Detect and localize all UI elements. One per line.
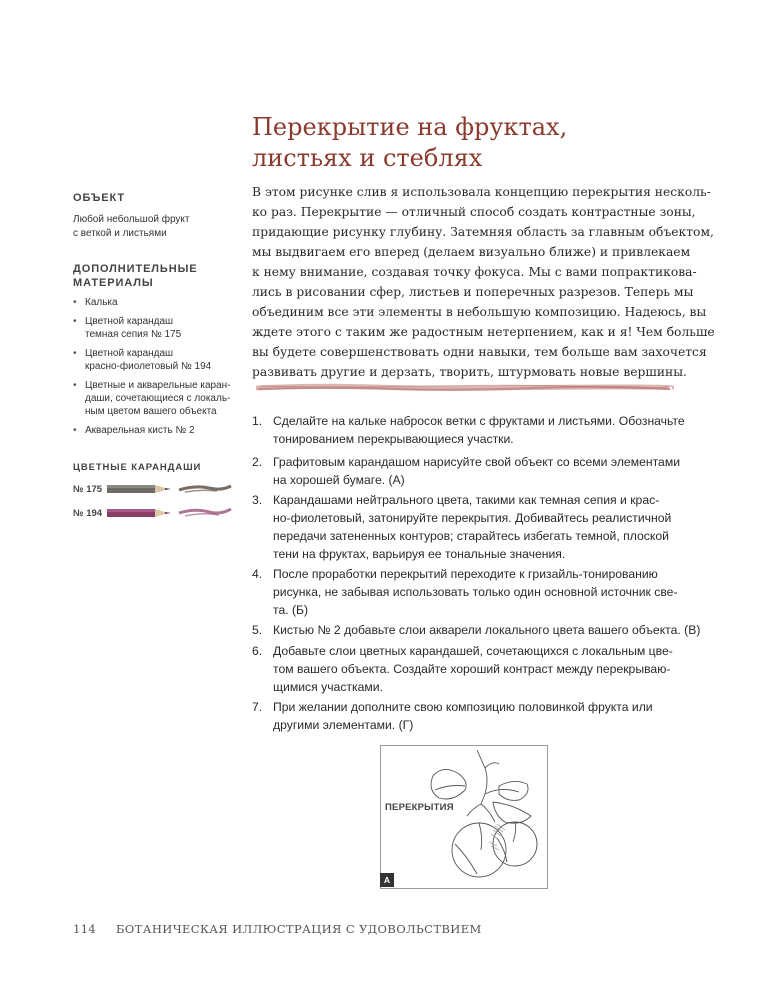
step-line: тонированием перекрывающиеся участки. bbox=[273, 432, 514, 446]
sidebar-object bbox=[73, 191, 233, 241]
step-line: Сделайте на кальке набросок ветки с фруктами и листьями. Обозначьте bbox=[273, 414, 685, 428]
step-number: 3. bbox=[252, 493, 263, 507]
figure-label: ПЕРЕКРЫТИЯ bbox=[385, 802, 454, 813]
materials-item-line: ным цветом вашего объекта bbox=[85, 406, 217, 417]
intro-line: мы выдвигаем его вперед (делаем визуально ближе) и привлекаем bbox=[252, 245, 691, 259]
step-number: 6. bbox=[252, 644, 263, 658]
object-text-line: с веткой и листьями bbox=[73, 228, 167, 239]
step-line: но-фиолетовый, затонируйте перекрытия. Добивайтесь реалистичной bbox=[273, 511, 672, 525]
intro-line: вы будете совершенствовать одни навыки, тем больше вам захочется bbox=[252, 345, 707, 359]
step-line: другими элементами. (Г) bbox=[273, 718, 414, 732]
materials-item bbox=[73, 315, 233, 341]
step-number: 7. bbox=[252, 700, 263, 714]
pencil-stroke-divider bbox=[254, 381, 674, 395]
pencil-175-icon bbox=[105, 479, 235, 499]
step-line: Карандашами нейтрального цвета, такими как темная сепия и крас- bbox=[273, 493, 660, 507]
sidebar-pencils bbox=[73, 461, 233, 475]
pencils-heading: ЦВЕТНЫЕ КАРАНДАШИ bbox=[73, 462, 202, 473]
intro-line: к нему внимание, создавая точку фокуса. Мы с вами попрактикова- bbox=[252, 265, 697, 279]
pencil-swatch-194 bbox=[73, 503, 235, 523]
intro-line: ждете этого с таким же радостным нетерпением, как и я! Чем больше bbox=[252, 325, 715, 339]
figure-tag: A bbox=[380, 873, 394, 887]
step-number: 5. bbox=[252, 623, 263, 637]
materials-list bbox=[73, 296, 233, 437]
intro-line: лись в рисовании сфер, листьев и поперечных разрезов. Теперь мы bbox=[252, 285, 694, 299]
step-line: том вашего объекта. Создайте хороший контраст между перекрываю- bbox=[273, 662, 671, 676]
materials-item-line: • Калька bbox=[85, 297, 118, 308]
materials-item bbox=[73, 424, 233, 437]
step-line: щимися участками. bbox=[273, 680, 383, 694]
materials-item-line: темная сепия № 175 bbox=[85, 329, 182, 340]
step-line: та. (Б) bbox=[273, 603, 309, 617]
step-line: тени на фруктах, варьируя ее тональные значения. bbox=[273, 547, 566, 561]
materials-item bbox=[73, 296, 233, 309]
materials-item bbox=[73, 379, 233, 418]
step-number: 4. bbox=[252, 567, 263, 581]
intro-paragraph bbox=[252, 182, 715, 382]
step-line: Графитовым карандашом нарисуйте свой объект со всеми элементами bbox=[273, 455, 681, 469]
materials-item bbox=[73, 347, 233, 373]
page-title-line: листьях и стеблях bbox=[252, 144, 483, 172]
pencil-label: № 175 bbox=[73, 483, 103, 495]
step-line: Кистью № 2 добавьте слои акварели локального цвета вашего объекта. (В) bbox=[273, 623, 701, 637]
step-line: Добавьте слои цветных карандашей, сочетающихся с локальным цве- bbox=[273, 644, 673, 658]
intro-line: объединим все эти элементы в небольшую композицию. Надеюсь, вы bbox=[252, 305, 707, 319]
object-heading: ОБЪЕКТ bbox=[73, 192, 126, 204]
materials-item-line: даши, сочетающиеся с локаль- bbox=[85, 393, 231, 404]
materials-item-line: красно-фиолетовый № 194 bbox=[85, 361, 212, 372]
step-line: рисунка, не забывая использовать только один основной источник све- bbox=[273, 585, 678, 599]
running-title: БОТАНИЧЕСКАЯ ИЛЛЮСТРАЦИЯ С УДОВОЛЬСТВИЕМ bbox=[116, 922, 482, 936]
object-text-line: Любой небольшой фрукт bbox=[73, 214, 190, 225]
intro-line: ко раз. Перекрытие — отличный способ создать контрастные зоны, bbox=[252, 205, 696, 219]
page-number: 114 bbox=[73, 922, 97, 936]
plum-branch-sketch-icon bbox=[381, 746, 547, 888]
page-title-line: Перекрытие на фруктах, bbox=[252, 113, 568, 141]
page-title bbox=[252, 112, 672, 174]
figure-a-sketch bbox=[380, 745, 548, 889]
step-line: передачи затененных контуров; старайтесь избегать темной, плоской bbox=[273, 529, 669, 543]
materials-heading-line: ДОПОЛНИТЕЛЬНЫЕ bbox=[73, 263, 198, 275]
step-number: 1. bbox=[252, 414, 263, 428]
step-line: После проработки перекрытий переходите к гризайль-тонированию bbox=[273, 567, 658, 581]
pencil-swatch-175 bbox=[73, 479, 235, 499]
pencil-label: № 194 bbox=[73, 507, 103, 519]
intro-line: развивать другие и дерзать, творить, штурмовать новые вершины. bbox=[252, 365, 687, 379]
step-number: 2. bbox=[252, 455, 263, 469]
materials-heading-line: МАТЕРИАЛЫ bbox=[73, 277, 154, 289]
sidebar-materials bbox=[73, 262, 233, 443]
materials-item-line: • Акварельная кисть № 2 bbox=[85, 425, 195, 436]
materials-item-line: • Цветной карандаш bbox=[85, 316, 174, 327]
materials-item-line: • Цветной карандаш bbox=[85, 348, 174, 359]
pencil-194-icon bbox=[105, 503, 235, 523]
step-line: При желании дополните свою композицию половинкой фрукта или bbox=[273, 700, 653, 714]
intro-line: придающие рисунку глубину. Затемняя область за главным объектом, bbox=[252, 225, 714, 239]
intro-line: В этом рисунке слив я использовала концепцию перекрытия несколь- bbox=[252, 185, 711, 199]
step-line: на хорошей бумаге. (А) bbox=[273, 473, 405, 487]
materials-item-line: • Цветные и акварельные каран- bbox=[85, 380, 231, 391]
